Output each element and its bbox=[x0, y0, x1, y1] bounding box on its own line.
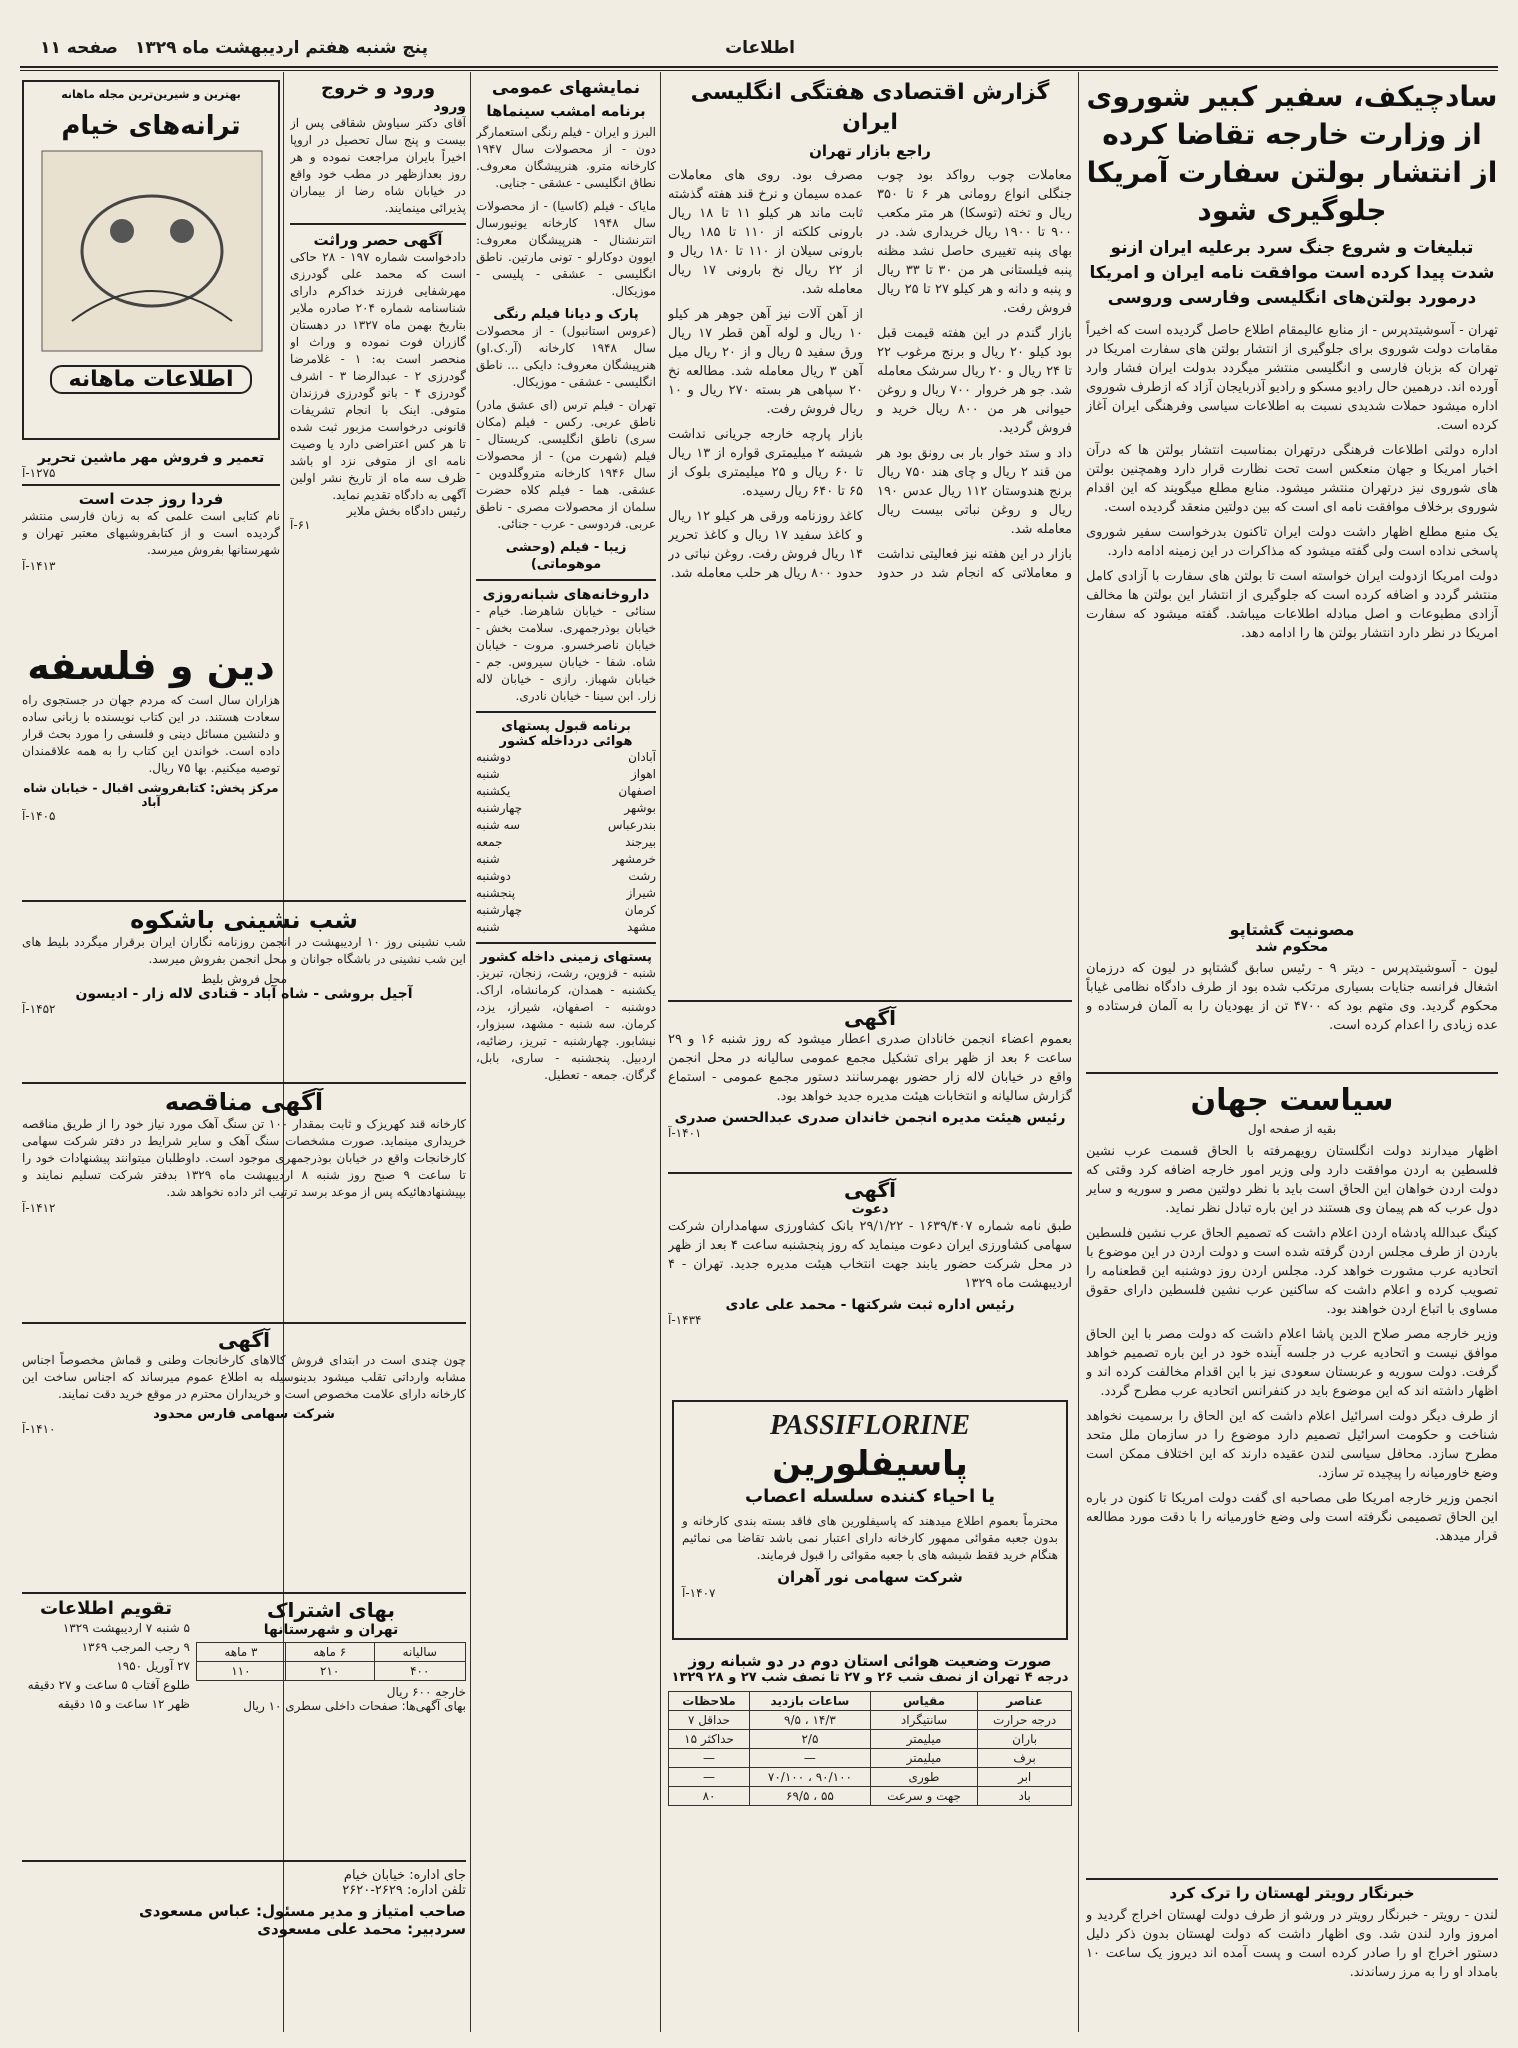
flight-day: دوشنبه bbox=[476, 750, 511, 764]
weather-cell: حداکثر ۱۵ bbox=[669, 1730, 750, 1749]
calendar-time: ظهر ۱۲ ساعت و ۱۵ دقیقه bbox=[57, 1697, 190, 1711]
masthead-footer bbox=[22, 1868, 466, 1938]
lead-subheadline: تبلیغات و شروع جنگ سرد برعلیه ایران ازنو شدت پیدا کرده است موافقت نامه ایران و امریکا درمورد بولتن‌های انگلیسی وفارسی وروسی bbox=[1089, 238, 1495, 308]
ad-fars bbox=[22, 1328, 466, 1436]
divider bbox=[476, 711, 656, 713]
section-body: لیون - آسوشیتدپرس - دیتر ۹ - رئیس سابق گشتاپو در لیون که درزمان اشغال فرانسه جنایات بسیاری مرتکب شده بود از طرف دادگاه نظامی غیاباً محکوم گردید. وی متهم بود که ۴۷۰۰ تن از یهودیان را به آلمان فرستاده و عده زیادی را اعدام کرده است. bbox=[1086, 961, 1498, 1033]
weather-header: عناصر bbox=[978, 1692, 1072, 1711]
flight-day: شنبه bbox=[476, 852, 500, 866]
pharmacies-title: داروخانه‌های شبانه‌روزی bbox=[482, 587, 650, 603]
flight-day: دوشنبه bbox=[476, 869, 511, 883]
arrivals-title: ورود و خروج bbox=[320, 78, 436, 99]
weather-row bbox=[669, 1749, 1072, 1768]
religion-code: ۱۴۰۵-آ bbox=[22, 809, 56, 823]
ad-code: ۱۴۳۴-آ bbox=[668, 1313, 702, 1327]
ad-title: آگهی bbox=[844, 1178, 896, 1202]
subscription-subtitle: تهران و شهرستانها bbox=[263, 1622, 399, 1638]
flight-city: اصفهان bbox=[618, 784, 656, 798]
divider bbox=[22, 900, 466, 902]
column-rule bbox=[660, 72, 661, 2032]
calendar-title: تقویم اطلاعات bbox=[39, 1598, 173, 1619]
fars-code: ۱۴۱۰-آ bbox=[22, 1422, 56, 1436]
flight-day: چهارشنبه bbox=[476, 903, 523, 917]
entertainment-column bbox=[476, 78, 656, 1084]
ad-sadri bbox=[668, 1006, 1072, 1140]
flight-day: جمعه bbox=[476, 835, 503, 849]
weather-cell: میلیمتر bbox=[870, 1749, 977, 1768]
weather-cell: — bbox=[750, 1749, 871, 1768]
section-subtitle: محکوم شد bbox=[1255, 939, 1329, 955]
flight-row bbox=[476, 868, 656, 885]
reuters-title: خبرنگار رویتر لهستان را ترک کرد bbox=[1169, 1884, 1415, 1902]
subscription-table: سالیانه ۶ ماهه ۳ ماهه ۴۰۰ ۲۱۰ ۱۱۰ bbox=[196, 1642, 466, 1681]
weather-cell: جهت و سرعت bbox=[870, 1787, 977, 1806]
page-number: صفحه ۱۱ bbox=[40, 38, 118, 58]
section-world-politics bbox=[1086, 1080, 1498, 1552]
ad-body: طبق نامه شماره ۱۶۳۹/۴۰۷ - ۲۹/۱/۲۲ بانک کشاورزی سهامداران شرکت سهامی کشاورزی ایران دعوت مینماید که روز پنجشنبه ساعت ۴ بعد از ظهر در محل شرکت حضور یابند جهت انتخاب هیئت مدیره جدید. تهران - ۴ اردیبهشت ماه ۱۳۲۹ bbox=[668, 1219, 1072, 1291]
inheritance-ad-body: دادخواست شماره ۱۹۷ - ۲۸ حاکی است که محمد علی گودرزی مهرشفایی فرزند خداکرم دارای شناسنامه شماره ۲۰۴ صادره ملایر بتاریخ بهمن ماه ۱۳۲۷ در دهستان گازران فوت نموده و وراث او منحصر است به: ۱ - غلامرضا گودرزی ۲ - عبدالرضا ۳ - اشرف گودرزی ۴ - بانو گودرزی فرزندان متوفی. اینک با انجام تشریفات قانونی درخواست مزبور ثبت شده تا هر کس اعتراضی دارد یا وصیت نامه ای از متوفی نزد او باشد ظرف سه ماه از تاریخ نشر اولین آگهی به دادگاه تقدیم نماید. bbox=[290, 250, 466, 502]
calendar-date: ۵ شنبه ۷ اردیبهشت ۱۳۲۹ bbox=[62, 1621, 190, 1635]
divider bbox=[476, 579, 656, 581]
flight-city: رشت bbox=[628, 869, 656, 883]
ad-tender bbox=[22, 1088, 466, 1215]
calendar-time: طلوع آفتاب ۵ ساعت و ۲۷ دقیقه bbox=[27, 1678, 190, 1692]
weather-header: ساعات بازدید bbox=[750, 1692, 871, 1711]
gala-sale-title: محل فروش بلیط bbox=[200, 972, 287, 986]
flight-row bbox=[476, 766, 656, 783]
flight-day: یکشنبه bbox=[476, 784, 511, 798]
flight-city: بیرجند bbox=[625, 835, 656, 849]
divider bbox=[1086, 1072, 1498, 1074]
religion-title: دین و فلسفه bbox=[27, 644, 275, 688]
header-rule-2 bbox=[20, 70, 1498, 71]
ad-monthly-magazine bbox=[22, 80, 280, 440]
inheritance-ad-sign: رئیس دادگاه بخش ملایر bbox=[346, 504, 466, 518]
weather-cell: میلیمتر bbox=[870, 1730, 977, 1749]
arrivals-body: آقای دکتر سیاوش شقاقی پس از بیست و پنج سال تحصیل در اروپا اخیراً بایران مراجعت نموده و هر روز بعدازظهر در مطب خود واقع در خیابان شاه رضا از بیماران پذیرائی مینمایند. bbox=[290, 116, 466, 215]
ad-product-name: پاسیفلورین bbox=[772, 1444, 968, 1484]
inheritance-ad-title: آگهی حصر وراثت bbox=[313, 231, 443, 249]
column-rule bbox=[283, 72, 284, 2032]
reuters-body: لندن - رویتر - خبرنگار رویتر در ورشو از طرف دولت لهستان اخراج گردید و امروز وارد لندن شد. وی اظهار داشت که دولت لهستان بدون ذکر دلیل دستور اخراج او را صادر کرده است و پست آمده اند دیروز یک ساعت ۱۰ بامداد او را به مرز رساندند. bbox=[1086, 1908, 1498, 1980]
editor: سردبیر: محمد علی مسعودی bbox=[257, 1920, 466, 1938]
weather-row bbox=[669, 1730, 1072, 1749]
ad-religion-philosophy bbox=[22, 640, 280, 823]
flight-city: مشهد bbox=[627, 920, 656, 934]
ad-gala-night bbox=[22, 906, 466, 1016]
section-title: مصونیت گشتاپو bbox=[1229, 920, 1355, 939]
flights-title: برنامه قبول پستهای bbox=[501, 719, 631, 734]
section-gestapo bbox=[1086, 920, 1498, 1035]
weather-cell: درجه حرارت bbox=[978, 1711, 1072, 1730]
flight-day: شنبه bbox=[476, 920, 500, 934]
divider bbox=[22, 1592, 466, 1594]
weather-title: صورت وضعیت هوائی استان دوم در دو شبانه روز bbox=[688, 1652, 1052, 1670]
weather-cell: ۲/۵ bbox=[750, 1730, 871, 1749]
ad-subtitle: دعوت bbox=[851, 1202, 889, 1217]
tender-body: کارخانه قند کهریزک و ثابت بمقدار ۱۰۰ تن سنگ آهک مورد نیاز خود را از طریق مناقصه خریداری مینماید. صورت مشخصات سنگ آهک و سایر شرایط در دفتر شرکت سهامی کارخانجات واقع در خیابان بوذرجمهری موجود است. داوطلبان میتوانند پیشنهادات خود را تا ساعت ۹ صبح روز شنبه ۸ اردیبهشت ماه ۱۳۲۹ بدفتر شرکت تسلیم نمایند و بپیشنهادهائیکه پس از موعد برسد ترتیب اثر داده نخواهد شد. bbox=[22, 1117, 466, 1199]
fars-sign: شرکت سهامی فارس محدود bbox=[153, 1407, 335, 1422]
gala-body: شب نشینی روز ۱۰ اردیبهشت در انجمن روزنامه نگاران ایران برقرار میگردد بلیط های این شب نشینی در باشگاه جوانان و محل انجمن بفروش میرسد. bbox=[22, 935, 466, 966]
subscription-title: بهای اشتراک bbox=[267, 1598, 395, 1622]
ad-body: بعموم اعضاء انجمن خانادان صدری اعطار میشود که روز شنبه ۱۶ و ۲۹ ساعت ۶ بعد از ظهر برای تشکیل مجمع عمومی سالیانه در محل انجمن واقع در خیابان لاله زار حضور بهمرسانند دستور مجمع عمومی - استماع گزارش سالیانه و انتخابات هیئت مدیره جدید خواهد بود. bbox=[668, 1032, 1072, 1104]
flight-row bbox=[476, 885, 656, 902]
ad-passiflorine bbox=[672, 1400, 1068, 1640]
flight-row bbox=[476, 851, 656, 868]
issue-date: پنج شنبه هفتم اردیبهشت ماه ۱۳۲۹ bbox=[135, 38, 429, 58]
subscription-box bbox=[196, 1598, 466, 1713]
weather-cell: ابر bbox=[978, 1768, 1072, 1787]
weather-cell: طوری bbox=[870, 1768, 977, 1787]
cinema-program-title: برنامه امشب سینماها bbox=[486, 102, 646, 120]
book-notice-code: ۱۴۱۳-آ bbox=[22, 559, 56, 573]
divider bbox=[22, 1860, 466, 1862]
weather-cell: حداقل ۷ bbox=[669, 1711, 750, 1730]
flight-row bbox=[476, 783, 656, 800]
ad-latin-name: PASSIFLORINE bbox=[769, 1410, 971, 1441]
flight-day: چهارشنبه bbox=[476, 801, 523, 815]
weather-header: مقیاس bbox=[870, 1692, 977, 1711]
weather-cell: — bbox=[669, 1749, 750, 1768]
weather-header: ملاحظات bbox=[669, 1692, 750, 1711]
divider bbox=[22, 1082, 466, 1084]
calendar-date: ۲۷ آوریل ۱۹۵۰ bbox=[116, 1659, 190, 1673]
weather-row bbox=[669, 1787, 1072, 1806]
ad-sign: رئیس هیئت مدیره انجمن خاندان صدری عبدالحسن صدری bbox=[674, 1110, 1066, 1126]
typewriter-code: ۱۲۷۵-آ bbox=[22, 466, 56, 480]
ad-code: ۱۴۰۷-آ bbox=[682, 1586, 716, 1600]
weather-cell: ۸۰ bbox=[669, 1787, 750, 1806]
ad-price: بهای آگهی‌ها: صفحات داخلی سطری ۱۰ ریال bbox=[243, 1699, 466, 1713]
world-politics-title: سیاست جهان bbox=[1190, 1083, 1394, 1118]
subscription-foreign: خارجه ۶۰۰ ریال bbox=[386, 1685, 466, 1699]
tender-title: آگهی مناقصه bbox=[164, 1088, 324, 1116]
weather-report bbox=[668, 1652, 1072, 1806]
ad-typewriter bbox=[22, 450, 280, 573]
magazine-tagline: بهترین و شیرین‌ترین مجله ماهانه bbox=[61, 88, 241, 101]
flight-row bbox=[476, 902, 656, 919]
flight-row bbox=[476, 800, 656, 817]
divider bbox=[668, 1000, 1072, 1002]
world-politics-body: اظهار میدارند دولت انگلستان رویهمرفته با الحاق قسمت عرب نشین فلسطین به اردن موافقت دارد ولی وزیر امور خارجه اضافه کرد وقتی که دولت اردن خواهان این الحاق است باید با نظر دولتین مصر و سوریه و سایر دول عرب که هم پیمان وی هستند در این باره تبادل نظر نماید. کینگ عبدالله پادشاه اردن اعلام داشت که تصمیم الحاق عرب نشین فلسطین باردن از طرف مجلس اردن گرفته شده است و دولت اردن در این موضوع با اتحادیه عرب مشورت خواهد کرد. مجلس اردن روز دوشنبه این قطعنامه را تصویب کرده و اعلام داشت که ساکنین عرب نشین فلسطین دارای حقوق مساوی با اتباع اردن خواهند بود. وزیر خارجه مصر صلاح الدین پاشا اعلام داشت که دولت مصر با این الحاق موافق نیست و اتحادیه عرب در جلسه آینده خود در این باره تصمیم خواهد گرفت. دولت سوریه و عربستان سعودی نیز با این اقدام مخالفت کرده اند و اظهار داشته اند که این موضوع باید در کنفرانس اتحادیه عرب مطرح گردد. از طرف دیگر دولت اسرائیل اعلام داشت که این الحاق را برسمیت نخواهد شناخت و حکومت اسرائیل تصمیم دارد موضوع را در سازمان ملل متحد مطرح سازد. محافل سیاسی لندن عقیده دارند که این اختلاف ممکن است وضع خاورمیانه را پیچیده تر سازد. انجمن وزیر خارجه امریکا طی مصاحبه ای گفت دولت امریکا تا کنون در باره این الحاق تصمیمی نگرفته است ولی وضع خاورمیانه را با دقت مورد مطالعه قرار میدهد. bbox=[1086, 1144, 1498, 1544]
column-rule bbox=[1078, 72, 1079, 2032]
world-politics-subtitle: بقیه از صفحه اول bbox=[1247, 1122, 1337, 1136]
entertainment-title: نمایشهای عمومی bbox=[491, 78, 641, 98]
economic-body: معاملات چوب رواکد بود چوب جنگلی انواع رومانی هر ۶ تا ۳۵۰ ریال و تخته (توسکا) هر متر مکعب ۹۰۰ تا ۱۹۰۰ ریال خریداری شد. در بهای پنبه تغییری حاصل نشد مظنه پنبه فیلستانی هر من ۳۰ تا ۳۳ ریال و پنبه و دانه و هر کیلو ۲۷ تا ۲۵ ریال فروش رفت. بازار گندم در این هفته قیمت قبل بود کیلو ۲۰ ریال و برنج مرغوب ۲۲ تا ۲۴ ریال و ۲۰ ریال سرشک معامله شد. جو هر خروار ۷۰۰ ریال و روغن حیوانی هر من ۸۰۰ ریال خرید و فروش گردید. داد و ستد خوار بار بی رونق بود هر من قند ۲ ریال و چای هند ۷۵۰ ریال برنج هندوستان ۱۱۲ ریال عدس ۱۹۰ ریال و روغن نباتی بیست ریال معامله شد. بازار در این هفته نیز فعالیتی نداشت و معاملاتی که انجام شد در حدود مصرف بود. روی های معاملات عمده سیمان و نرخ قند هفته گذشته ثابت ماند هر کیلو ۱۱ تا ۱۸ ریال بارونی کلکته از ۱۱۰ تا ۱۸۵ ریال بارونی سیلان از ۱۱۰ تا ۱۸۰ ریال و از ۲۲ ریال نخ بارونی ۱۷ ریال معامله شد. از آهن آلات نیز آهن جوهر هر کیلو ۱۰ ریال و لوله آهن قطر ۱۷ ریال ورق سفید ۵ ریال و از ۲۰ ریال میل آهن ۳ ریال معامله شد. مطالعه نخ ۲۰ سپاهی هر بسته ۲۷۰ ریال و ۱۰ ریال فروش رفت. بازار پارچه خارجه جریانی نداشت شیشه ۲ میلیمتری قواره از ۱۳ ریال تا ۶۰ ریال و ۲۵ میلیمتری بلوک از ۶۵ تا ۶۴۰ ریال رسیده. کاغذ روزنامه ورقی هر کیلو ۱۲ ریال و کاغذ سفید ۱۷ ریال و کاغذ تحریر ۱۴ ریال فروش رفت. روغن نباتی در حدود ۸۰۰ ریال هر حلب معامله شد. bbox=[668, 168, 1072, 581]
divider bbox=[668, 1172, 1072, 1174]
lead-headline: سادچیکف، سفیر کبیر شوروی از وزارت خارجه تقاضا کرده از انتشار بولتن سفارت آمریکا جلوگیری شود bbox=[1086, 80, 1498, 227]
book-notice-body: نام کتابی است علمی که به زبان فارسی منتشر گردیده است و از کتابفروشیهای معتبر تهران و شهرستانها بفروش میرسد. bbox=[22, 509, 280, 557]
flight-row bbox=[476, 749, 656, 766]
tender-code: ۱۴۱۲-آ bbox=[22, 1201, 56, 1215]
office-address: جای اداره: خیابان خیام bbox=[343, 1868, 466, 1883]
fars-body: چون چندی است در ابتدای فروش کالاهای کارخانجات وطنی و قماش مخصوصاً اجناس مشابه وارداتی تقلب میشود بدینوسیله به اطلاع عموم میرساند که اجناس ساخت این کارخانه دارای علامت مخصوص است و خریداران محترم در موقع خرید دقت نمایند. bbox=[22, 1353, 466, 1401]
ad-code: ۱۴۰۱-آ bbox=[668, 1126, 702, 1140]
office-phone: تلفن اداره: ۲۶۲۹-۲۶۲۰ bbox=[342, 1883, 466, 1898]
weather-cell: باد bbox=[978, 1787, 1072, 1806]
ad-invitation bbox=[668, 1178, 1072, 1327]
ground-post-title: پستهای زمینی داخله کشور bbox=[480, 950, 652, 965]
column-rule bbox=[470, 72, 471, 2032]
calendar-box bbox=[22, 1598, 190, 1714]
flight-city: بندرعباس bbox=[607, 818, 656, 832]
weather-row bbox=[669, 1711, 1072, 1730]
flight-row bbox=[476, 919, 656, 936]
weather-cell: سانتیگراد bbox=[870, 1711, 977, 1730]
weather-cell: برف bbox=[978, 1749, 1072, 1768]
divider bbox=[290, 223, 466, 225]
flights-list bbox=[476, 749, 656, 936]
typewriter-title: تعمیر و فروش مهر ماشین تحریر bbox=[37, 450, 265, 466]
divider bbox=[22, 484, 280, 486]
ad-tagline: یا احیاء کننده سلسله اعصاب bbox=[745, 1486, 995, 1507]
pharmacies-list: سنائی - خیابان شاهرضا. خیام - خیابان بوذرجمهری. سلامت بخش - خیابان ناصرخسرو. مروت - خیابان شاه. شفا - خیابان سیروس. جم - خیابان شهباز. رازی - خیابان لاله زار. ابن سینا - خیابان نادری. bbox=[476, 604, 656, 703]
magazine-feature: ترانه‌های خیام bbox=[61, 111, 241, 141]
economic-subtitle: راجع بازار تهران bbox=[809, 142, 931, 160]
book-notice-title: فردا روز جدت است bbox=[78, 490, 224, 508]
flight-city: کرمان bbox=[624, 903, 656, 917]
header-rule bbox=[20, 66, 1498, 68]
weather-cell: باران bbox=[978, 1730, 1072, 1749]
weather-subtitle: درجه ۴ تهران از نصف شب ۲۶ و ۲۷ تا نصف شب ۲۷ و ۲۸ ۱۳۲۹ bbox=[671, 1670, 1069, 1685]
magazine-illustration bbox=[32, 141, 272, 361]
gala-code: ۱۴۵۲-آ bbox=[22, 1002, 56, 1016]
paper-name: اطلاعات bbox=[725, 38, 795, 58]
weather-cell: — bbox=[669, 1768, 750, 1787]
flight-day: شنبه bbox=[476, 767, 500, 781]
ad-sign: رئیس اداره ثبت شرکتها - محمد علی عادی bbox=[725, 1297, 1015, 1313]
divider bbox=[1086, 1878, 1498, 1880]
ad-title: آگهی bbox=[844, 1006, 896, 1030]
flight-row bbox=[476, 834, 656, 851]
section-reuters bbox=[1086, 1884, 1498, 1982]
flight-city: شیراز bbox=[626, 886, 656, 900]
calendar-date: ۹ رجب المرجب ۱۳۶۹ bbox=[81, 1640, 190, 1654]
flight-city: خرمشهر bbox=[612, 852, 656, 866]
religion-body: هزاران سال است که مردم جهان در جستجوی راه سعادت هستند. در این کتاب نویسنده با زبانی ساده و دلنشین مسائل دینی و فلسفی را مورد بحث قرار داده است. خواندن این کتاب را به همه علاقمندان توصیه میکنیم. بها ۷۵ ریال. bbox=[22, 693, 280, 775]
weather-row bbox=[669, 1768, 1072, 1787]
weather-table bbox=[668, 1691, 1072, 1806]
lead-body: تهران - آسوشیتدپرس - از منابع عالیمقام اطلاع حاصل گردیده است که اخیراً مقامات دولت شوروی برای جلوگیری از انتشار بولتن های سفارت امریکا در تهران که بزبان فارسی و انگلیسی منتشر میگردد بدولت ایران فشار وارد آورده اند. درهمین حال رادیو مسکو و رادیو آذربایجان آزاد که ازطرف شوروی اداره میشود حملات شدیدی نسبت به اطلاعات سیاسی وفرهنگی ایران آغاز کرده است. اداره دولتی اطلاعات فرهنگی درتهران بمناسبت انتشار بولتن ها که درآن اخبار امریکا و جهان منعکس است تحت نظارت قرار دارد وهمچنین بولتن های شوروی نیز درتهران منتشر میشود. منابع مطلع میگویند که این اقدام شوروی برخلاف موافقت نامه ای است که بین دولتین منعقد گردیده است. یک منبع مطلع اظهار داشت دولت ایران تاکنون بدرخواست سفیر شوروی پاسخی نداده است ولی گفته میشود که مذاکرات در این زمینه ادامه دارد. دولت امریکا ازدولت ایران خواسته است تا بولتن های سفارت با آزادی کامل منتشر گردد و اضافه کرده است که جلوگیری از انتشار این بولتن ها مخالف آزادی مطبوعات و اصل مبادله اطلاعات میباشد. گفته میشود که سفارت امریکا در نظر دارد انتشار بولتن ها را ادامه دهد. bbox=[1086, 323, 1498, 641]
flight-city: آبادان bbox=[628, 750, 656, 764]
weather-cell: ۹۰/۱۰۰ ، ۷۰/۱۰۰ bbox=[750, 1768, 871, 1787]
religion-distribution: مرکز پخش: کتابفروشی اقبال - خیابان شاه آباد bbox=[23, 781, 279, 809]
flight-city: بوشهر bbox=[624, 801, 656, 815]
flight-day: پنجشنبه bbox=[476, 886, 516, 900]
inheritance-ad-code: ۶۱-آ bbox=[290, 518, 311, 532]
owner: صاحب امتیاز و مدیر مسئول: عباس مسعودی bbox=[139, 1902, 466, 1920]
flight-city: اهواز bbox=[631, 767, 656, 781]
weather-cell: ۱۴/۳ ، ۹/۵ bbox=[750, 1711, 871, 1730]
fars-title: آگهی bbox=[218, 1328, 270, 1352]
flight-row bbox=[476, 817, 656, 834]
gala-title: شب نشینی باشکوه bbox=[130, 906, 358, 934]
divider bbox=[22, 1322, 466, 1324]
ground-post-list: شنبه - قزوین، رشت، زنجان، تبریز. یکشنبه - همدان، کرمانشاه، اراک. دوشنبه - اصفهان، شیراز، یزد، کرمان. سه شنبه - مشهد، سبزوار، نیشابور. چهارشنبه - تبریز، رضائیه، اردبیل. پنجشنبه - ساری، بابل، گرگان. جمعه - تعطیل. bbox=[476, 966, 656, 1082]
flights-subtitle: هوائی درداخله کشور bbox=[499, 734, 633, 749]
magazine-caption: اطلاعات ماهانه bbox=[50, 365, 252, 394]
arrivals-subtitle: ورود bbox=[433, 99, 466, 115]
divider bbox=[476, 942, 656, 944]
flight-day: سه شنبه bbox=[476, 818, 521, 832]
ad-body: محترماً بعموم اطلاع میدهند که پاسیفلورین های فاقد بسته بندی کارخانه و بدون جعبه مقوائی ممهور کارخانه دارای اعتبار نمی باشد تقاضا می نمائیم هنگام خرید فقط شیشه های با جعبه مقوائی را قبول فرمایند. bbox=[682, 1514, 1058, 1562]
ad-company: شرکت سهامی نور آهران bbox=[777, 1568, 963, 1586]
economic-title: گزارش اقتصادی هفتگی انگلیسی ایران bbox=[690, 80, 1050, 135]
cinema-listings: البرز و ایران - فیلم رنگی استعمارگر دون - از محصولات سال ۱۹۴۷ کارخانه مترو. هنرپیشگان معروف. نطاق انگلیسی - عشقی - جنایی. مایاک - فیلم (کاسیا) - از محصولات سال ۱۹۴۸ کارخانه یونیورسال انترنشنال - هنرپیشگان معروف: ایوون دوکارلو - تونی مارتین. ناطق انگلیسی - عشقی - پلیسی - موزیکال. پارک و دیانا فیلم رنگی (عروس استانبول) - از محصولات سال ۱۹۴۸ کارخانه (آر.ک.او) هنرپیشگان معروف: دایکی ... ناطق انگلیسی - عشقی - موزیکال. تهران - فیلم ترس (ای عشق مادر) ناطق عربی. رکس - فیلم (مکان سری) ناطق انگلیسی. کریستال - فیلم (شهرت من) - از محصولات سال ۱۹۴۶ کارخانه متروگلدوین - عشقی. هما - فیلم کلاه حضرت سلمان از محصولات مصری - ناطق عربی. فردوسی - عرب - جنائی. زیبا - فیلم (وحشی موهوماتی) bbox=[476, 125, 656, 572]
lead-article bbox=[1086, 78, 1498, 649]
gala-places: آجیل بروشی - شاه آباد - قنادی لاله زار - ادیسون bbox=[75, 986, 413, 1002]
economic-report bbox=[668, 78, 1072, 986]
weather-cell: ۵۵ ، ۶۹/۵ bbox=[750, 1787, 871, 1806]
arrivals-column bbox=[290, 78, 466, 532]
